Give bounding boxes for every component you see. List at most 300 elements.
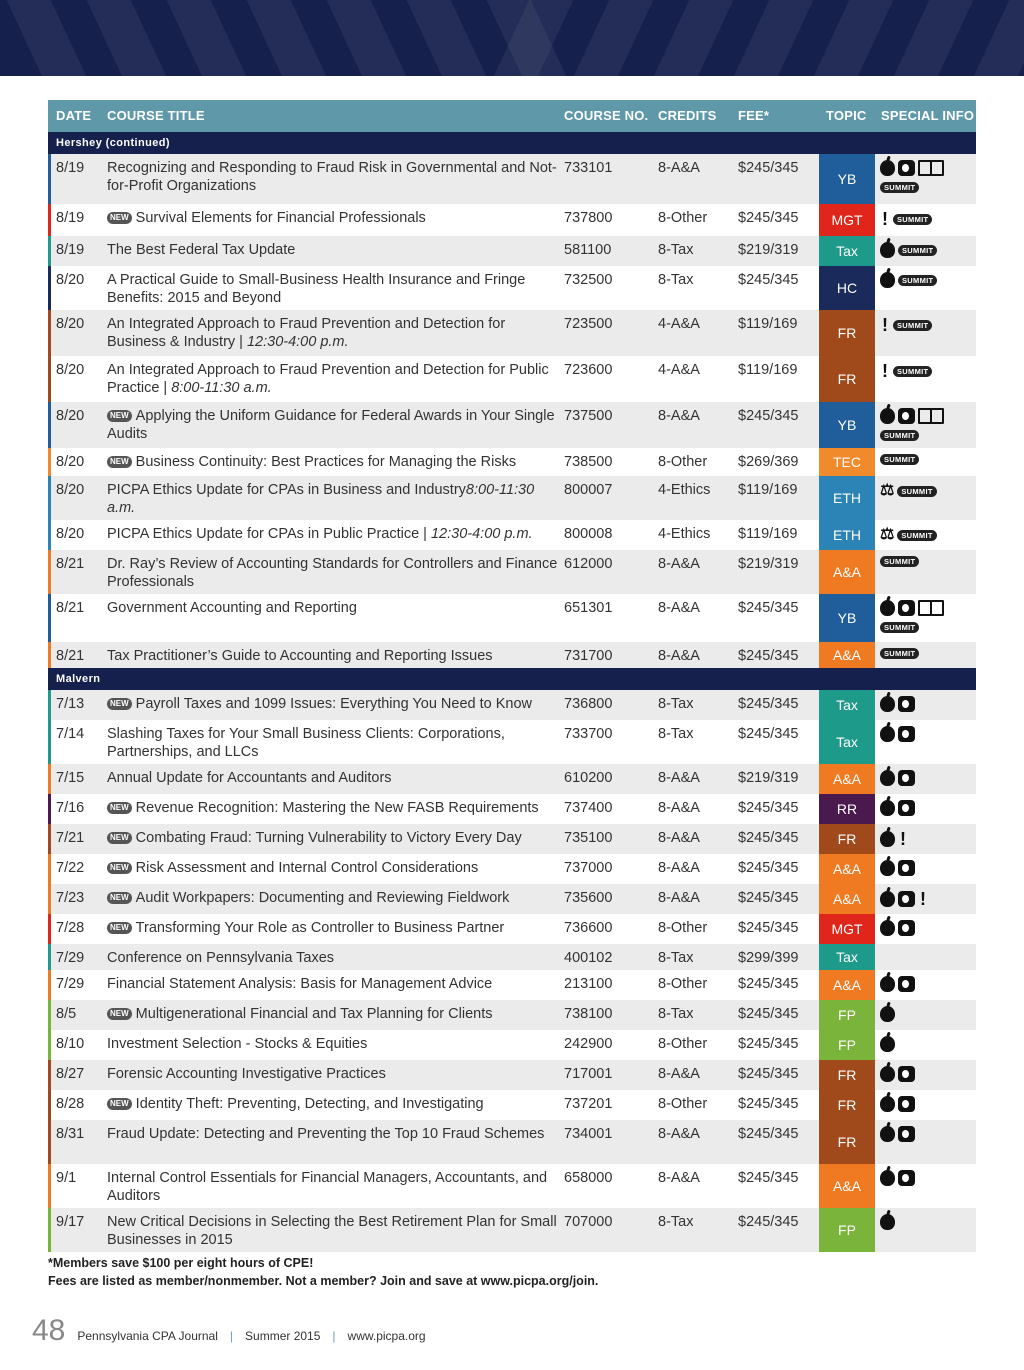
course-date: 7/13	[56, 696, 85, 712]
table-row[interactable]	[48, 1060, 976, 1090]
course-title-text: Recognizing and Responding to Fraud Risk in Governmental and Not-for-Profit Organizations	[107, 160, 557, 194]
apple-icon	[880, 272, 895, 288]
course-date: 8/20	[56, 272, 85, 288]
section-header: Malvern	[48, 668, 976, 690]
course-date: 8/20	[56, 482, 85, 498]
topic-badge: FR	[819, 1090, 875, 1120]
course-title	[107, 975, 559, 993]
new-badge: NEW	[107, 892, 132, 904]
course-number: 610200	[564, 770, 613, 786]
course-title	[107, 361, 559, 397]
special-info	[880, 860, 976, 876]
apple-icon	[880, 1126, 895, 1142]
course-title	[107, 1095, 559, 1113]
banner-ray	[876, 0, 988, 76]
new-badge: NEW	[107, 410, 132, 422]
course-credits: 8-Other	[658, 1036, 708, 1052]
course-date: 8/20	[56, 362, 85, 378]
table-row[interactable]	[48, 1030, 976, 1060]
course-fee: $269/369	[738, 454, 799, 470]
course-credits: 8-A&A	[658, 600, 700, 616]
course-date: 8/20	[56, 408, 85, 424]
course-title-text: Forensic Accounting Investigative Practices	[107, 1066, 386, 1082]
special-info	[880, 242, 976, 258]
table-row[interactable]	[48, 550, 976, 594]
course-number: 735100	[564, 830, 613, 846]
table-header	[48, 100, 976, 132]
new-badge: NEW	[107, 212, 132, 224]
table-row[interactable]	[48, 310, 976, 356]
table-row[interactable]	[48, 914, 976, 944]
special-info	[880, 600, 976, 633]
course-fee: $119/169	[738, 362, 798, 378]
course-fee: $245/345	[738, 648, 799, 664]
course-title-text: Internal Control Essentials for Financial Managers, Accountants, and Auditors	[107, 1170, 548, 1204]
course-date: 8/19	[56, 160, 85, 176]
course-credits: 8-A&A	[658, 770, 700, 786]
special-info	[880, 648, 976, 659]
table-row[interactable]	[48, 476, 976, 520]
apple-icon	[880, 1096, 895, 1112]
course-date: 8/20	[56, 316, 85, 332]
table-row[interactable]	[48, 764, 976, 794]
topic-badge: Tax	[819, 236, 875, 266]
course-title	[107, 647, 559, 665]
course-fee: $245/345	[738, 408, 799, 424]
course-credits: 8-A&A	[658, 1170, 700, 1186]
topic-badge: YB	[819, 154, 875, 204]
apple-icon	[880, 600, 895, 616]
course-title	[107, 159, 559, 195]
special-info	[880, 1126, 976, 1142]
table-row[interactable]	[48, 970, 976, 1000]
apple-icon	[880, 1170, 895, 1186]
course-number: 707000	[564, 1214, 613, 1230]
exclamation-icon: !	[900, 829, 906, 849]
special-info	[880, 1036, 976, 1052]
top-banner	[0, 0, 1024, 76]
course-date: 7/21	[56, 830, 85, 846]
course-title	[107, 241, 559, 259]
course-title	[107, 599, 559, 617]
course-title	[107, 271, 559, 307]
course-fee: $245/345	[738, 1170, 799, 1186]
a-icon	[898, 726, 915, 742]
course-time-note: 12:30-4:00 p.m.	[246, 334, 349, 350]
course-number: 733101	[564, 160, 613, 176]
table-row[interactable]	[48, 1164, 976, 1208]
course-fee: $245/345	[738, 600, 799, 616]
summit-badge: SUMMIT	[898, 245, 937, 256]
course-fee: $245/345	[738, 1214, 799, 1230]
course-credits: 8-A&A	[658, 800, 700, 816]
new-badge: NEW	[107, 1008, 132, 1020]
course-title	[107, 919, 559, 937]
footer-website[interactable]: www.picpa.org	[347, 1329, 426, 1343]
a-icon	[898, 976, 915, 992]
table-row[interactable]	[48, 1090, 976, 1120]
header-topic: TOPIC	[826, 108, 867, 123]
special-info	[880, 556, 976, 567]
apple-icon	[880, 408, 895, 424]
exclamation-icon: !	[882, 209, 888, 229]
course-date: 8/28	[56, 1096, 85, 1112]
table-row[interactable]	[48, 204, 976, 236]
apple-icon	[880, 1036, 895, 1052]
course-date: 9/17	[56, 1214, 85, 1230]
special-info	[880, 316, 976, 334]
apple-icon	[880, 160, 895, 176]
course-number: 400102	[564, 950, 613, 966]
course-title	[107, 829, 559, 847]
book-icon	[918, 600, 944, 616]
course-credits: 8-Tax	[658, 1214, 694, 1230]
a-icon	[898, 1170, 915, 1186]
scale-icon: ⚖	[880, 526, 895, 543]
course-date: 7/28	[56, 920, 85, 936]
course-date: 8/27	[56, 1066, 85, 1082]
topic-badge: ETH	[819, 520, 875, 550]
summit-badge: SUMMIT	[880, 622, 919, 633]
a-icon	[898, 696, 915, 712]
topic-badge: RR	[819, 794, 875, 824]
summit-badge: SUMMIT	[880, 556, 919, 567]
topic-badge: ETH	[819, 476, 875, 520]
course-number: 738100	[564, 1006, 613, 1022]
topic-badge: Tax	[819, 944, 875, 970]
course-title-text: PICPA Ethics Update for CPAs in Public Practice |	[107, 526, 431, 542]
course-number: 612000	[564, 556, 613, 572]
course-number: 737400	[564, 800, 613, 816]
course-date: 8/10	[56, 1036, 85, 1052]
a-icon	[898, 408, 915, 424]
special-info	[880, 1214, 976, 1230]
course-date: 7/29	[56, 976, 85, 992]
course-fee: $245/345	[738, 210, 799, 226]
banner-ray	[556, 0, 668, 76]
course-time-note: 12:30-4:00 p.m.	[430, 526, 533, 542]
footer-separator: |	[332, 1329, 336, 1343]
apple-icon	[880, 770, 895, 786]
special-info	[880, 696, 976, 712]
table-row[interactable]	[48, 1208, 976, 1252]
course-title	[107, 1005, 559, 1023]
banner-ray	[796, 0, 908, 76]
course-title-text: Combating Fraud: Turning Vulnerability to Victory Every Day	[135, 830, 522, 846]
special-info	[880, 1096, 976, 1112]
course-fee: $219/319	[738, 556, 799, 572]
course-fee: $245/345	[738, 976, 799, 992]
table-row[interactable]	[48, 402, 976, 448]
table-row[interactable]	[48, 520, 976, 550]
table-row[interactable]	[48, 944, 976, 970]
banner-ray	[636, 0, 748, 76]
course-title-text: Multigenerational Financial and Tax Planning for Clients	[135, 1006, 493, 1022]
course-time-note: 8:00-11:30 a.m.	[107, 482, 535, 516]
a-icon	[898, 160, 915, 176]
course-credits: 8-A&A	[658, 1126, 700, 1142]
course-credits: 8-Other	[658, 454, 708, 470]
course-title	[107, 407, 559, 443]
course-credits: 8-A&A	[658, 860, 700, 876]
course-title-text: Financial Statement Analysis: Basis for Management Advice	[107, 976, 493, 992]
course-number: 800007	[564, 482, 613, 498]
scale-icon: ⚖	[880, 482, 895, 499]
course-number: 737000	[564, 860, 613, 876]
course-number: 213100	[564, 976, 613, 992]
table-row[interactable]	[48, 356, 976, 402]
course-fee: $245/345	[738, 1096, 799, 1112]
apple-icon	[880, 1006, 895, 1022]
special-info	[880, 1066, 976, 1082]
banner-ray	[312, 0, 424, 76]
course-number: 734001	[564, 1126, 613, 1142]
book-icon	[918, 160, 944, 176]
table-row[interactable]	[48, 1120, 976, 1164]
table-row[interactable]	[48, 594, 976, 642]
course-title-text: Annual Update for Accountants and Auditors	[107, 770, 392, 786]
exclamation-icon: !	[882, 315, 888, 335]
table-row[interactable]	[48, 794, 976, 824]
table-row[interactable]	[48, 448, 976, 476]
topic-badge: FR	[819, 356, 875, 402]
summit-badge: SUMMIT	[893, 366, 932, 377]
course-title-text: Tax Practitioner’s Guide to Accounting and Reporting Issues	[107, 648, 493, 664]
section-header: Hershey (continued)	[48, 132, 976, 154]
topic-badge: A&A	[819, 1164, 875, 1208]
course-title-text: PICPA Ethics Update for CPAs in Business and Industry	[107, 482, 466, 498]
table-row[interactable]	[48, 642, 976, 668]
summit-badge: SUMMIT	[897, 486, 936, 497]
special-info	[880, 482, 976, 500]
course-number: 736800	[564, 696, 613, 712]
course-title-text: An Integrated Approach to Fraud Prevention and Detection for Public Practice |	[107, 362, 549, 396]
special-info	[880, 210, 976, 228]
course-title	[107, 315, 559, 351]
apple-icon	[880, 860, 895, 876]
course-title	[107, 695, 559, 713]
course-credits: 8-Other	[658, 976, 708, 992]
banner-ray	[716, 0, 828, 76]
summit-badge: SUMMIT	[880, 182, 919, 193]
table-row[interactable]	[48, 690, 976, 720]
special-info	[880, 1170, 976, 1186]
header-credits: CREDITS	[658, 108, 717, 123]
apple-icon	[880, 726, 895, 742]
topic-badge: MGT	[819, 204, 875, 236]
apple-icon	[880, 242, 895, 258]
course-title	[107, 949, 559, 967]
course-credits: 4-Ethics	[658, 482, 711, 498]
course-number: 723600	[564, 362, 613, 378]
course-title-text: Survival Elements for Financial Professionals	[135, 210, 426, 226]
special-info	[880, 830, 976, 848]
course-title-text: Transforming Your Role as Controller to Business Partner	[135, 920, 505, 936]
course-date: 7/16	[56, 800, 85, 816]
topic-badge: FP	[819, 1208, 875, 1252]
footnote	[48, 1254, 598, 1290]
course-fee: $245/345	[738, 890, 799, 906]
course-date: 8/19	[56, 242, 85, 258]
course-credits: 8-A&A	[658, 408, 700, 424]
topic-badge: FR	[819, 310, 875, 356]
topic-badge: A&A	[819, 642, 875, 668]
course-fee: $245/345	[738, 1126, 799, 1142]
footnote-fees: Fees are listed as member/nonmember. Not a member? Join and save at www.picpa.org/join.	[48, 1274, 599, 1288]
course-credits: 8-A&A	[658, 160, 700, 176]
course-title-text: The Best Federal Tax Update	[107, 242, 296, 258]
course-number: 731700	[564, 648, 613, 664]
summit-badge: SUMMIT	[893, 214, 932, 225]
course-date: 7/23	[56, 890, 85, 906]
course-date: 8/20	[56, 526, 85, 542]
course-table	[48, 100, 976, 1252]
course-fee: $245/345	[738, 726, 799, 742]
topic-badge: Tax	[819, 690, 875, 720]
course-date: 7/29	[56, 950, 85, 966]
course-number: 733700	[564, 726, 613, 742]
header-fee: FEE*	[738, 108, 770, 123]
course-number: 738500	[564, 454, 613, 470]
course-title-text: Fraud Update: Detecting and Preventing the Top 10 Fraud Schemes	[107, 1126, 545, 1142]
course-fee: $219/319	[738, 242, 799, 258]
course-title	[107, 1213, 559, 1249]
course-title	[107, 555, 559, 591]
course-credits: 8-Tax	[658, 272, 694, 288]
topic-badge: A&A	[819, 764, 875, 794]
a-icon	[898, 800, 915, 816]
course-fee: $245/345	[738, 860, 799, 876]
course-date: 8/20	[56, 454, 85, 470]
new-badge: NEW	[107, 1098, 132, 1110]
table-row[interactable]	[48, 854, 976, 884]
table-row[interactable]	[48, 266, 976, 310]
course-number: 737800	[564, 210, 613, 226]
course-fee: $245/345	[738, 272, 799, 288]
course-title	[107, 799, 559, 817]
course-title-text: Payroll Taxes and 1099 Issues: Everything You Need to Know	[135, 696, 532, 712]
course-title	[107, 1125, 559, 1143]
course-title	[107, 859, 559, 877]
topic-badge: A&A	[819, 970, 875, 1000]
table-row[interactable]	[48, 154, 976, 204]
apple-icon	[880, 920, 895, 936]
a-icon	[898, 891, 915, 907]
new-badge: NEW	[107, 922, 132, 934]
special-info	[880, 1006, 976, 1022]
special-info	[880, 362, 976, 380]
course-title-text: Investment Selection - Stocks & Equities	[107, 1036, 368, 1052]
table-row[interactable]	[48, 236, 976, 266]
course-credits: 4-A&A	[658, 316, 700, 332]
course-credits: 8-A&A	[658, 890, 700, 906]
course-title	[107, 481, 559, 517]
course-title-text: New Critical Decisions in Selecting the Best Retirement Plan for Small Businesses in 2015	[107, 1214, 557, 1248]
course-date: 7/15	[56, 770, 85, 786]
course-fee: $245/345	[738, 800, 799, 816]
topic-badge: A&A	[819, 854, 875, 884]
summit-badge: SUMMIT	[880, 648, 919, 659]
course-credits: 8-A&A	[658, 1066, 700, 1082]
topic-badge: Tax	[819, 720, 875, 764]
header-course-no: COURSE NO.	[564, 108, 649, 123]
course-credits: 4-A&A	[658, 362, 700, 378]
journal-name: Pennsylvania CPA Journal	[77, 1329, 218, 1343]
course-fee: $245/345	[738, 1066, 799, 1082]
summit-badge: SUMMIT	[898, 275, 937, 286]
page-footer	[32, 1314, 426, 1348]
course-title-text: Applying the Uniform Guidance for Federal Awards in Your Single Audits	[107, 408, 555, 442]
course-credits: 8-A&A	[658, 648, 700, 664]
special-info	[880, 800, 976, 816]
course-number: 735600	[564, 890, 613, 906]
a-icon	[898, 1126, 915, 1142]
new-badge: NEW	[107, 456, 132, 468]
exclamation-icon: !	[882, 361, 888, 381]
footnote-members: *Members save $100 per eight hours of CPE!	[48, 1256, 314, 1270]
course-credits: 8-Tax	[658, 696, 694, 712]
a-icon	[898, 860, 915, 876]
table-row[interactable]	[48, 824, 976, 854]
course-fee: $245/345	[738, 1036, 799, 1052]
special-info	[880, 160, 976, 193]
new-badge: NEW	[107, 698, 132, 710]
topic-badge: A&A	[819, 550, 875, 594]
course-date: 8/5	[56, 1006, 77, 1022]
a-icon	[898, 920, 915, 936]
course-date: 8/21	[56, 648, 85, 664]
table-row[interactable]	[48, 1000, 976, 1030]
course-number: 800008	[564, 526, 613, 542]
apple-icon	[880, 891, 895, 907]
course-date: 8/31	[56, 1126, 85, 1142]
course-number: 737201	[564, 1096, 613, 1112]
course-title-text: Dr. Ray’s Review of Accounting Standards for Controllers and Finance Professionals	[107, 556, 558, 590]
course-fee: $245/345	[738, 160, 799, 176]
course-title-text: Revenue Recognition: Mastering the New FASB Requirements	[135, 800, 539, 816]
course-date: 7/22	[56, 860, 85, 876]
special-info	[880, 272, 976, 288]
course-title	[107, 1035, 559, 1053]
course-fee: $119/169	[738, 482, 798, 498]
course-fee: $245/345	[738, 696, 799, 712]
apple-icon	[880, 1066, 895, 1082]
journal-issue: Summer 2015	[245, 1329, 321, 1343]
course-credits: 8-Tax	[658, 950, 694, 966]
course-title-text: Conference on Pennsylvania Taxes	[107, 950, 335, 966]
special-info	[880, 408, 976, 441]
table-row[interactable]	[48, 720, 976, 764]
course-date: 8/19	[56, 210, 85, 226]
course-fee: $119/169	[738, 526, 798, 542]
course-number: 736600	[564, 920, 613, 936]
course-credits: 8-A&A	[658, 556, 700, 572]
topic-badge: HC	[819, 266, 875, 310]
topic-badge: MGT	[819, 914, 875, 944]
course-number: 651301	[564, 600, 613, 616]
new-badge: NEW	[107, 802, 132, 814]
course-date: 8/21	[56, 556, 85, 572]
table-row[interactable]	[48, 884, 976, 914]
course-title	[107, 1065, 559, 1083]
course-number: 717001	[564, 1066, 613, 1082]
course-credits: 8-Other	[658, 1096, 708, 1112]
course-date: 8/21	[56, 600, 85, 616]
course-title-text: Government Accounting and Reporting	[107, 600, 357, 616]
course-credits: 8-Tax	[658, 1006, 694, 1022]
summit-badge: SUMMIT	[897, 530, 936, 541]
course-number: 732500	[564, 272, 613, 288]
